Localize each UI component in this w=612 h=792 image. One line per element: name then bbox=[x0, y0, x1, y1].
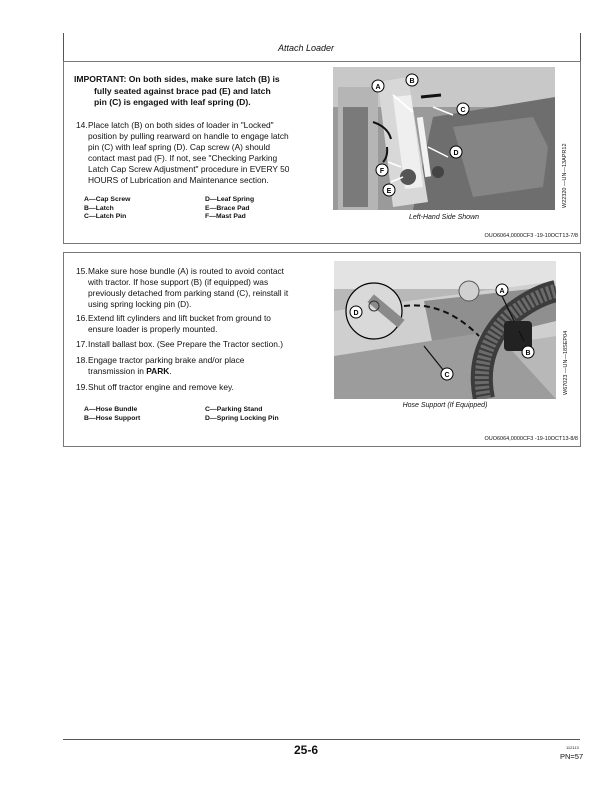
important-note bbox=[74, 74, 344, 109]
legend-item: D—Spring Locking Pin bbox=[205, 414, 279, 422]
legend-right-2 bbox=[205, 406, 279, 423]
step-number: 19. bbox=[76, 382, 88, 392]
step-line-tail: . bbox=[169, 366, 172, 376]
step-16 bbox=[76, 313, 326, 335]
reference-code-2: OUO6064,0000CF3 -19-10OCT13-8/8 bbox=[484, 436, 578, 442]
hose-support-illustration bbox=[334, 261, 556, 399]
important-line-2: fully seated against brace pad (E) and latch bbox=[94, 85, 271, 96]
step-14-line-5: Latch Cap Screw Adjustment" procedure in EVERY 50 bbox=[88, 164, 290, 174]
step-15 bbox=[76, 266, 326, 310]
important-lead: IMPORTANT: bbox=[74, 74, 127, 84]
version-code: 112113 bbox=[566, 745, 579, 750]
page-header-title: Attach Loader bbox=[277, 43, 335, 53]
step-14-line-3: pin (C) with leaf spring (D). Cap screw (A) should bbox=[88, 142, 270, 152]
park-keyword: PARK bbox=[146, 366, 170, 376]
image-id-2: W67023 —UN—18SEP04 bbox=[563, 330, 569, 395]
step-line: Engage tractor parking brake and/or place bbox=[88, 355, 245, 365]
page-number: 25-6 bbox=[293, 743, 319, 757]
figure-caption-2: Hose Support (If Equipped) bbox=[402, 402, 488, 409]
step-14-line-1: Place latch (B) on both sides of loader in "Locked" bbox=[88, 120, 274, 130]
callout-label: C bbox=[444, 372, 450, 379]
step-17 bbox=[76, 339, 326, 350]
step-18 bbox=[76, 355, 326, 377]
legend-right-1 bbox=[205, 196, 254, 222]
callout-f bbox=[376, 164, 388, 176]
callout-label: B bbox=[525, 350, 531, 357]
step-line: ensure loader is properly mounted. bbox=[88, 324, 218, 334]
step-number: 18. bbox=[76, 355, 88, 365]
pn-label: PN=57 bbox=[560, 752, 584, 761]
step-14-line-2: position by pulling rearward on handle to engage latch bbox=[88, 131, 289, 141]
callout-label: B bbox=[409, 78, 415, 85]
step-line: Extend lift cylinders and lift bucket from ground to bbox=[88, 313, 271, 323]
legend-item: C—Parking Stand bbox=[205, 406, 263, 413]
step-19 bbox=[76, 382, 326, 393]
callout-c bbox=[457, 103, 469, 115]
step-number: 15. bbox=[76, 266, 88, 276]
callout-e bbox=[383, 184, 395, 196]
latch-diagram bbox=[333, 67, 555, 210]
legend-item: A—Hose Bundle bbox=[84, 406, 138, 413]
callout-label: A bbox=[499, 288, 505, 295]
legend-left-1 bbox=[84, 196, 130, 222]
reference-code-1: OUO6064,0000CF3 -19-10OCT13-7/8 bbox=[484, 233, 578, 239]
step-line: Shut off tractor engine and remove key. bbox=[88, 382, 234, 392]
image-id-1: W22320 —UN—13APR12 bbox=[562, 143, 568, 208]
legend-left-2 bbox=[84, 406, 140, 423]
step-line: previously detached from parking stand (C), reinstall it bbox=[88, 288, 289, 298]
step-number: 14. bbox=[76, 120, 88, 130]
callout-c bbox=[441, 368, 453, 380]
step-line: Install ballast box. (See Prepare the Tractor section.) bbox=[88, 339, 284, 349]
step-line: Make sure hose bundle (A) is routed to avoid contact bbox=[88, 266, 284, 276]
callout-d bbox=[450, 146, 462, 158]
hose-support-diagram bbox=[334, 261, 556, 399]
figure-caption-1: Left-Hand Side Shown bbox=[408, 214, 480, 221]
important-line-3: pin (C) is engaged with leaf spring (D). bbox=[94, 97, 251, 107]
callout-label: E bbox=[386, 188, 392, 195]
callout-label: A bbox=[375, 84, 381, 91]
step-number: 17. bbox=[76, 339, 88, 349]
callout-b bbox=[406, 74, 418, 86]
legend-item: B—Hose Support bbox=[84, 414, 141, 422]
callout-a bbox=[496, 284, 508, 296]
step-line: with tractor. If hose support (B) (if equipped) was bbox=[88, 277, 269, 287]
legend-item: C—Latch Pin bbox=[84, 213, 127, 221]
footer-rule bbox=[63, 739, 580, 740]
callout-label: F bbox=[379, 168, 385, 175]
step-number: 16. bbox=[76, 313, 88, 323]
callout-a bbox=[372, 80, 384, 92]
legend-item: E—Brace Pad bbox=[205, 204, 250, 212]
step-14 bbox=[76, 120, 336, 186]
legend-item: F—Mast Pad bbox=[205, 213, 246, 221]
callout-label: D bbox=[453, 150, 459, 157]
step-14-line-6: HOURS of Lubrication and Maintenance section. bbox=[88, 175, 269, 185]
step-line: transmission in bbox=[88, 366, 147, 376]
legend-item: D—Leaf Spring bbox=[205, 196, 255, 203]
step-line: using spring locking pin (D). bbox=[88, 299, 192, 309]
important-line-1: On both sides, make sure latch (B) is bbox=[128, 74, 280, 84]
callout-b bbox=[522, 346, 534, 358]
callout-d bbox=[350, 306, 362, 318]
step-14-line-4: contact mast pad (F). If not, see "Checking Parking bbox=[88, 153, 278, 163]
callout-label: C bbox=[460, 107, 466, 114]
legend-item: B—Latch bbox=[84, 204, 114, 212]
latch-illustration bbox=[333, 67, 555, 210]
legend-item: A—Cap Screw bbox=[84, 196, 131, 203]
callout-label: D bbox=[353, 310, 359, 317]
